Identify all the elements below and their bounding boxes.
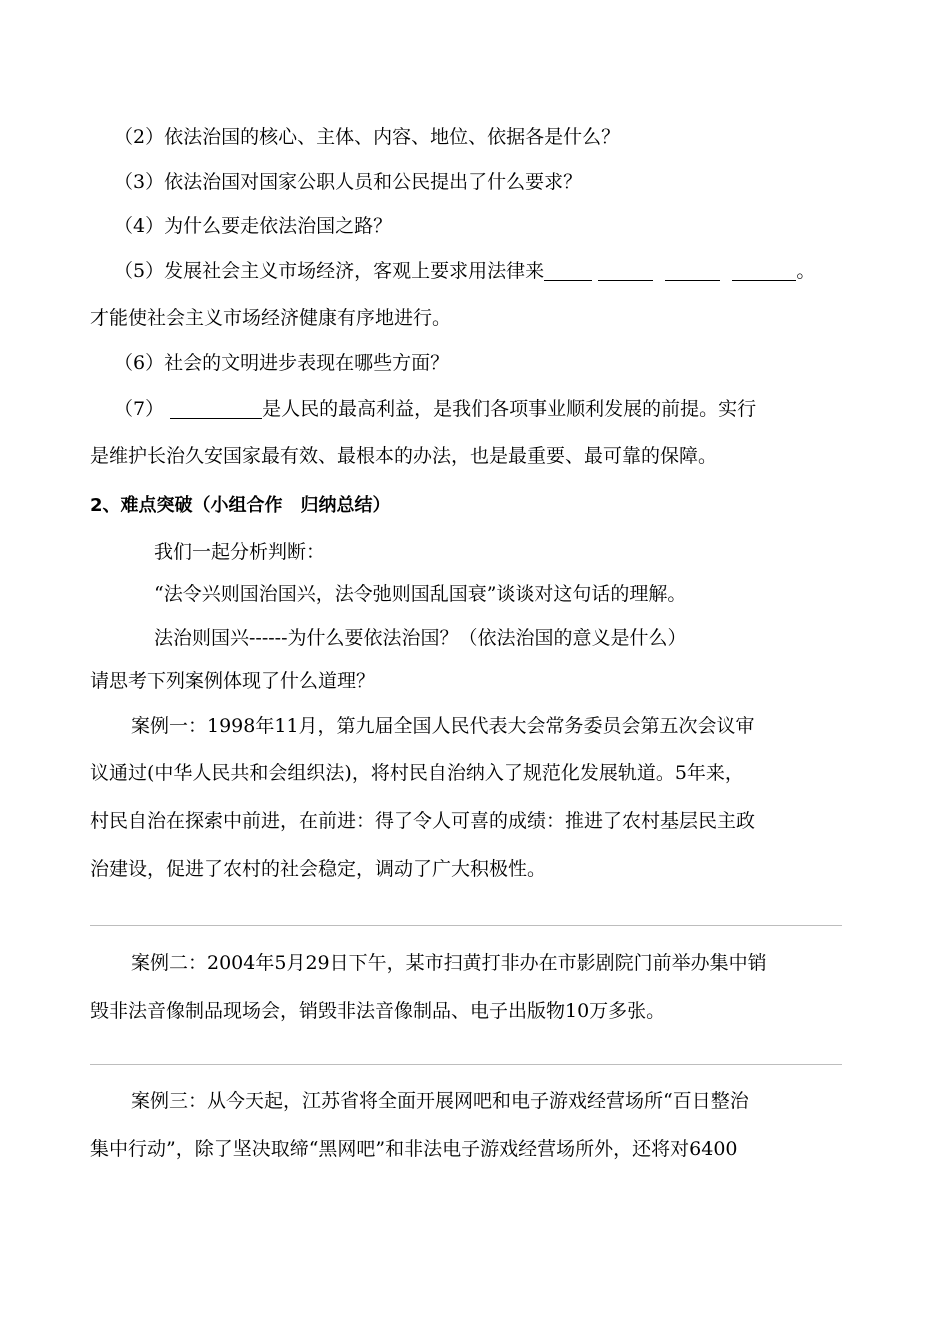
question-7-continued: 是维护长治久安国家最有效、最根本的办法，也是最重要、最可靠的保障。: [90, 445, 718, 467]
fill-blank[interactable]: [170, 398, 262, 419]
case-1-line-4: 治建设，促进了农村的社会稳定，调动了广大积极性。: [90, 858, 547, 880]
case-1-line-1: 案例一：1998年11月，第九届全国人民代表大会常务委员会第五次会议审: [131, 715, 755, 737]
question-5: [114, 258, 815, 284]
fill-blank[interactable]: [598, 260, 653, 281]
case-prompt: 请思考下列案例体现了什么道理？: [90, 670, 376, 692]
question-2: （2）依法治国的核心、主体、内容、地位、依据各是什么？: [114, 126, 621, 148]
sub-question: 法治则国兴------为什么要依法治国？（依法治国的意义是什么）: [154, 627, 687, 649]
question-6: （6）社会的文明进步表现在哪些方面？: [114, 352, 450, 374]
section-heading: 2、难点突破（小组合作 归纳总结）: [90, 495, 391, 516]
case-3-line-1: 案例三：从今天起，江苏省将全面开展网吧和电子游戏经营场所“百日整治: [131, 1090, 749, 1112]
answer-line[interactable]: [90, 925, 842, 926]
answer-line[interactable]: [90, 1064, 842, 1065]
fill-blank[interactable]: [665, 260, 720, 281]
case-2-line-2: 毁非法音像制品现场会，销毁非法音像制品、电子出版物10万多张。: [90, 1000, 666, 1022]
case-1-line-3: 村民自治在探索中前进，在前进：得了令人可喜的成绩：推进了农村基层民主政: [90, 810, 756, 832]
question-4: （4）为什么要走依法治国之路？: [114, 215, 393, 237]
question-7-text: 是人民的最高利益，是我们各项事业顺利发展的前提。实行: [262, 398, 757, 420]
question-5-continued: 才能使社会主义市场经济健康有序地进行。: [90, 307, 452, 329]
section-intro: 我们一起分析判断：: [154, 541, 326, 563]
question-3: （3）依法治国对国家公职人员和公民提出了什么要求？: [114, 171, 583, 193]
case-2-line-1: 案例二：2004年5月29日下午，某市扫黄打非办在市影剧院门前举办集中销: [131, 952, 767, 974]
question-7: [114, 396, 756, 422]
case-3-line-2: 集中行动”，除了坚决取缔“黑网吧”和非法电子游戏经营场所外，还将对6400: [90, 1138, 738, 1160]
question-5-text: （5）发展社会主义市场经济，客观上要求用法律来: [114, 260, 545, 282]
question-5-end: 。: [796, 260, 816, 282]
quote-line: “法令兴则国治国兴，法令弛则国乱国衰”谈谈对这句话的理解。: [154, 583, 687, 605]
fill-blank[interactable]: [732, 260, 796, 281]
question-7-number: （7）: [114, 398, 165, 420]
case-1-line-2: 议通过(中华人民共和会组织法)，将村民自治纳入了规范化发展轨道。5年来，: [90, 762, 744, 784]
fill-blank[interactable]: [544, 260, 592, 281]
